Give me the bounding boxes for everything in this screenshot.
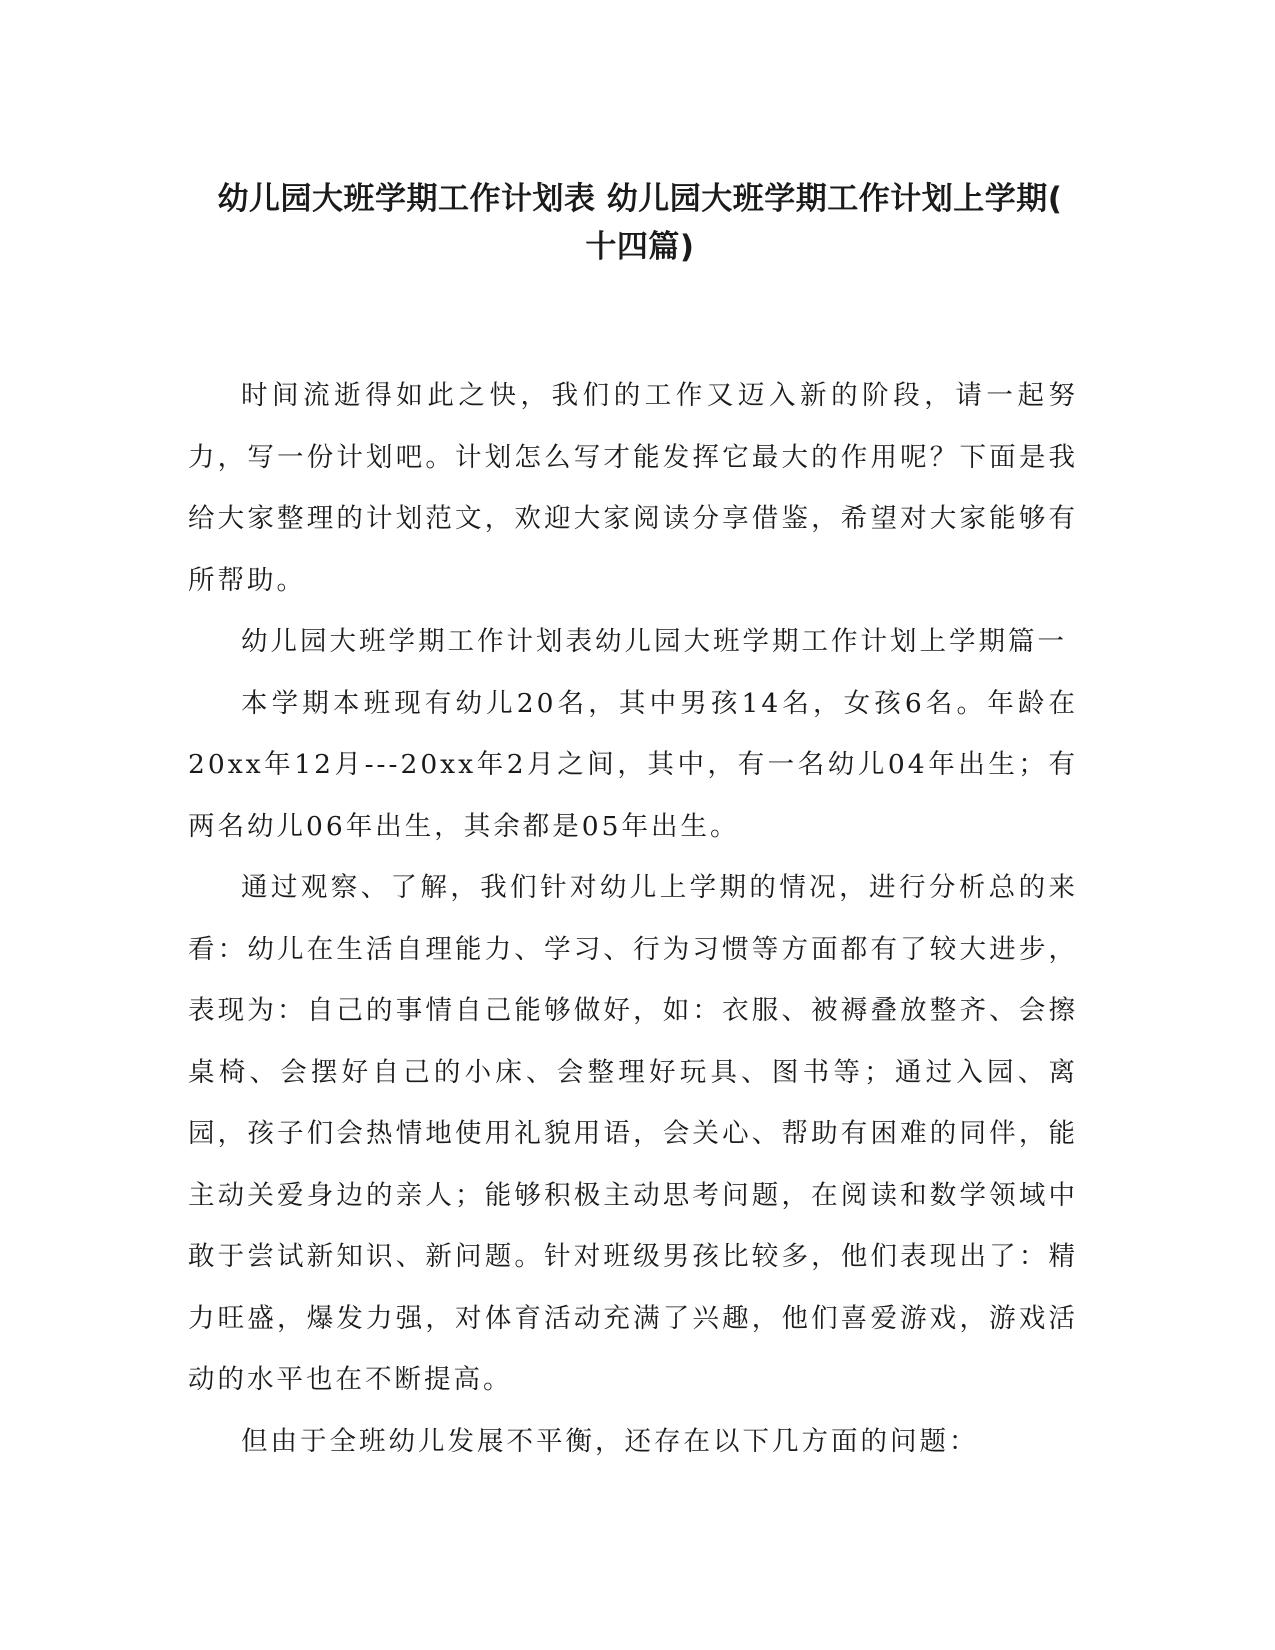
- class-info-paragraph: 本学期本班现有幼儿20名，其中男孩14名，女孩6名。年龄在20xx年12月---20xx年2月之间，其中，有一名幼儿04年出生；有两名幼儿06年出生，其余都是05年出生。: [188, 687, 1078, 842]
- section-heading: 幼儿园大班学期工作计划表幼儿园大班学期工作计划上学期篇一: [241, 626, 1067, 657]
- document-body: [188, 365, 1078, 1472]
- problems-paragraph: 但由于全班幼儿发展不平衡，还存在以下几方面的问题：: [241, 1425, 979, 1457]
- analysis-paragraph: 通过观察、了解，我们针对幼儿上学期的情况，进行分析总的来看：幼儿在生活自理能力、学习、行为习惯等方面都有了较大进步，表现为：自己的事情自己能够做好，如：衣服、被褥叠放整齐、会擦桌椅、会摆好自己的小床、会整理好玩具、图书等；通过入园、离园，孩子们会热情地使用礼貌用语，会关心、帮助有困难的同伴，能主动关爱身边的亲人；能够积极主动思考问题，在阅读和数学领域中敢于尝试新知识、新问题。针对班级男孩比较多，他们表现出了：精力旺盛，爆发力强，对体育活动充满了兴趣，他们喜爱游戏，游戏活动的水平也在不断提高。: [188, 872, 1078, 1395]
- title-line-2: 十四篇): [585, 229, 695, 265]
- title-line-1: 幼儿园大班学期工作计划表 幼儿园大班学期工作计划上学期(: [217, 181, 1063, 217]
- intro-paragraph: 时间流逝得如此之快，我们的工作又迈入新的阶段，请一起努力，写一份计划吧。计划怎么写才能发挥它最大的作用呢？下面是我给大家整理的计划范文，欢迎大家阅读分享借鉴，希望对大家能够有所帮助。: [188, 380, 1078, 596]
- document-title: [160, 175, 1120, 271]
